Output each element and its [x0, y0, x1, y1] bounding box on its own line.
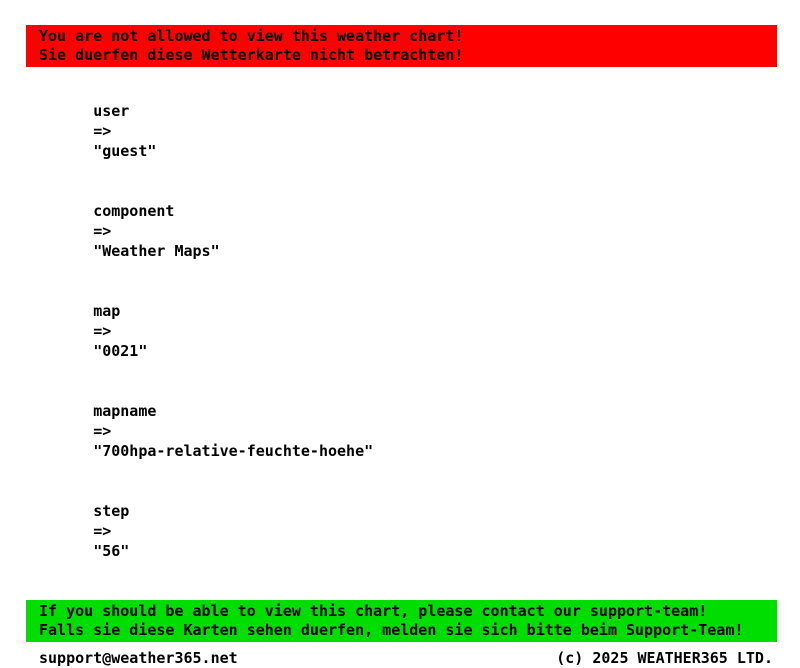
detail-value: "56" [93, 542, 130, 560]
support-banner [26, 600, 777, 642]
error-message-en: You are not allowed to view this weather chart! [39, 27, 464, 45]
arrow-glyph: => [93, 122, 112, 140]
detail-row-component [39, 181, 777, 281]
access-denied-page [26, 25, 777, 668]
error-message-de: Sie duerfen diese Wetterkarte nicht betrachten! [39, 46, 464, 64]
detail-key: mapname [93, 402, 157, 420]
detail-row-mapname [39, 381, 777, 481]
detail-value: "700hpa-relative-feuchte-hoehe" [93, 442, 374, 460]
support-message-en: If you should be able to view this chart, please contact our support-team! [39, 602, 708, 620]
detail-row-user [39, 81, 777, 181]
detail-row-map [39, 281, 777, 381]
arrow-glyph: => [93, 222, 112, 240]
footer [26, 648, 777, 668]
detail-key: map [93, 302, 121, 320]
detail-value: "Weather Maps" [93, 242, 220, 260]
arrow-glyph: => [93, 522, 112, 540]
detail-row-step [39, 481, 777, 581]
copyright-notice: (c) 2025 WEATHER365 LTD. [556, 649, 773, 667]
arrow-glyph: => [93, 422, 112, 440]
detail-key: component [93, 202, 175, 220]
error-banner [26, 25, 777, 67]
detail-value: "guest" [93, 142, 157, 160]
support-message-de: Falls sie diese Karten sehen duerfen, melden sie sich bitte beim Support-Team! [39, 621, 744, 639]
detail-key: user [93, 102, 130, 120]
support-email: support@weather365.net [39, 649, 238, 667]
request-details [39, 81, 777, 581]
arrow-glyph: => [93, 322, 112, 340]
detail-key: step [93, 502, 130, 520]
detail-value: "0021" [93, 342, 148, 360]
